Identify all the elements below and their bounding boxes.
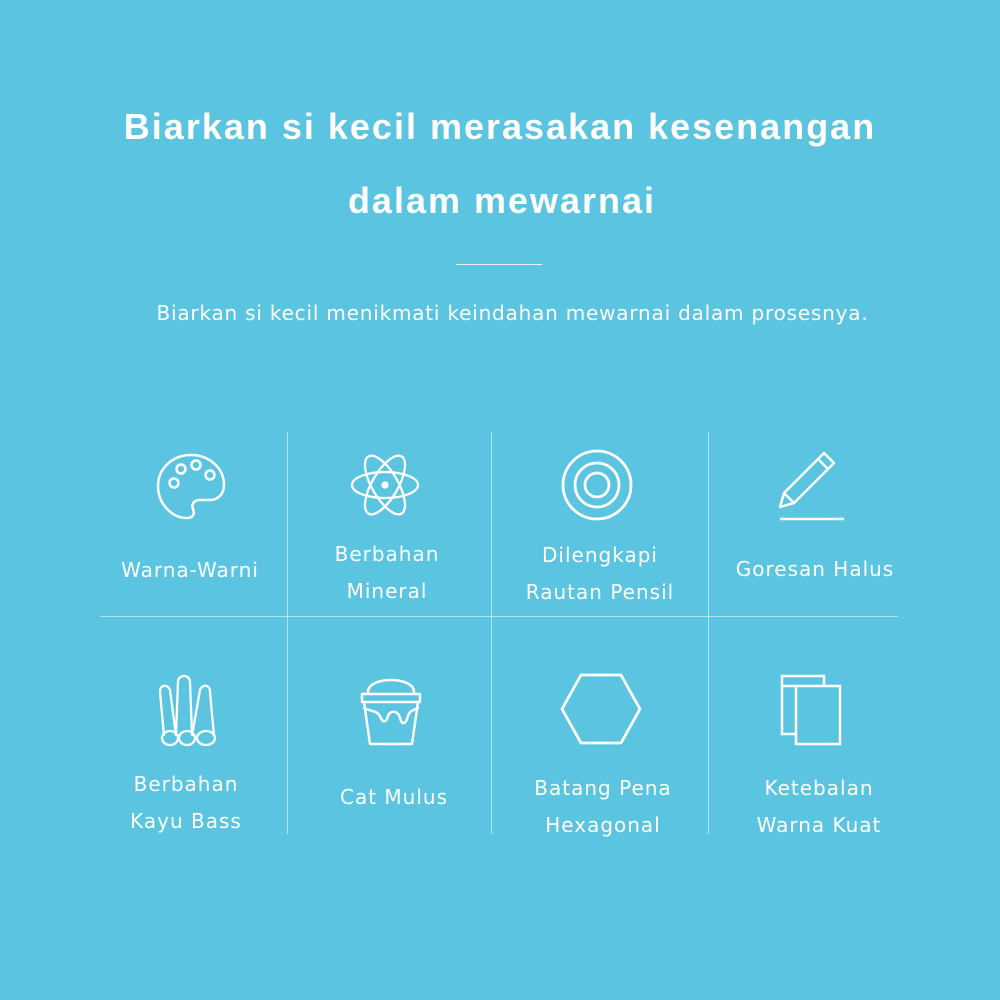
atom-icon xyxy=(350,449,420,521)
palette-icon xyxy=(156,452,226,522)
headline-line-2: dalam mewarnai xyxy=(347,180,657,221)
wood-logs-icon xyxy=(158,676,220,748)
feature-label: Batang Pena Hexagonal xyxy=(534,776,672,837)
headline-line-1: Biarkan si kecil merasakan kesenangan xyxy=(123,106,877,147)
divider xyxy=(456,264,542,265)
grid-divider-horizontal xyxy=(100,616,898,617)
feature-label: Berbahan Kayu Bass xyxy=(130,772,242,833)
feature-label: Berbahan Mineral xyxy=(334,542,440,603)
feature-label: Ketebalan Warna Kuat xyxy=(756,776,882,837)
feature-label: Cat Mulus xyxy=(339,785,448,809)
feature-label: Goresan Halus xyxy=(735,557,895,581)
feature-label: Warna-Warni xyxy=(121,558,259,582)
pencil-icon xyxy=(778,449,846,521)
layers-icon xyxy=(780,674,844,746)
subtitle: Biarkan si kecil menikmati keindahan mewarnai dalam prosesnya. xyxy=(156,301,869,325)
hexagon-icon xyxy=(560,673,642,745)
feature-label: Dilengkapi Rautan Pensil xyxy=(525,543,675,604)
sharpener-icon xyxy=(561,449,633,521)
grid-divider-vertical xyxy=(491,432,492,834)
paint-bucket-icon xyxy=(358,672,424,748)
